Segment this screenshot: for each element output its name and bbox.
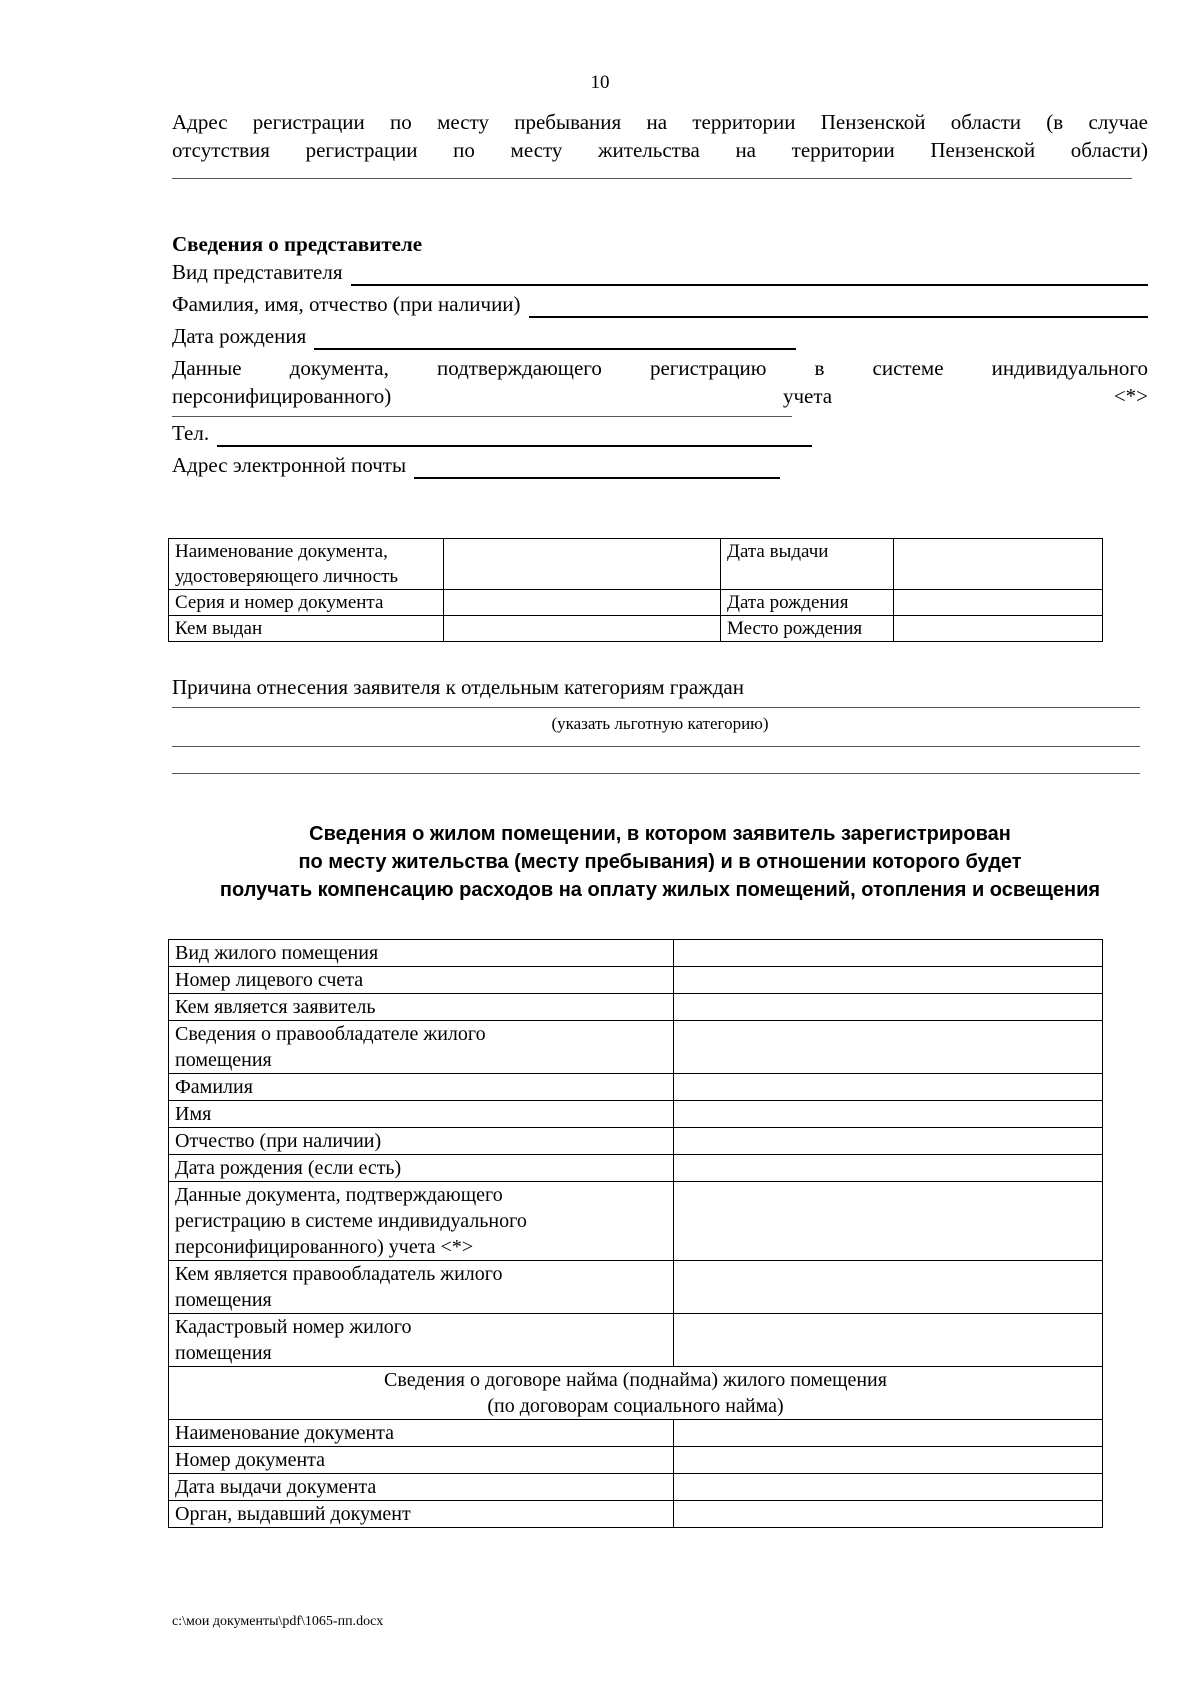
temp-address-line1: Адрес регистрации по месту пребывания на территории Пензенской области (в случае — [172, 110, 1148, 134]
table-row — [169, 940, 1103, 967]
table-row — [169, 1128, 1103, 1155]
housing-row-value[interactable] — [674, 1182, 1103, 1261]
housing-row-label: Имя — [169, 1101, 674, 1128]
table-row — [169, 1155, 1103, 1182]
contract-heading-line2: (по договорам социального найма) — [487, 1395, 784, 1417]
housing-row-value[interactable] — [674, 940, 1103, 967]
category-blank-line-1[interactable] — [172, 707, 1140, 708]
housing-heading-line3: получать компенсацию расходов на оплату жилых помещений, отопления и освещения — [219, 879, 1101, 901]
id-document-table — [168, 538, 1103, 642]
contract-row-label: Орган, выдавший документ — [169, 1501, 674, 1528]
id-birth-place-value[interactable] — [894, 616, 1103, 642]
contract-row-label: Наименование документа — [169, 1420, 674, 1447]
representative-heading: Сведения о представителе — [172, 232, 423, 256]
id-doc-name-label: Наименование документа, удостоверяющего личность — [169, 539, 444, 590]
housing-row-label: Кадастровый номер жилого помещения — [169, 1314, 674, 1367]
temp-address-section — [172, 108, 1148, 179]
footer-file-path: c:\мои документы\pdf\1065-пп.docx — [172, 1614, 384, 1629]
rep-snils-line2b: учета — [782, 384, 833, 408]
id-birth-date-label: Дата рождения — [721, 590, 894, 616]
housing-row-value[interactable] — [674, 1155, 1103, 1182]
temp-address-blank-line[interactable] — [172, 178, 1132, 179]
id-series-value[interactable] — [444, 590, 721, 616]
housing-row-value[interactable] — [674, 1101, 1103, 1128]
table-row — [169, 1101, 1103, 1128]
housing-row-label: Кем является заявитель — [169, 994, 674, 1021]
table-row — [169, 1261, 1103, 1314]
table-row — [169, 1367, 1103, 1420]
category-section — [172, 673, 1148, 774]
category-blank-line-2[interactable] — [172, 746, 1140, 747]
table-row — [169, 1021, 1103, 1074]
housing-row-value[interactable] — [674, 1021, 1103, 1074]
housing-row-label: Сведения о правообладателе жилого помещения — [169, 1021, 674, 1074]
rep-email-input-line[interactable] — [414, 457, 780, 479]
rep-snils-line1: Данные документа, подтверждающего регистрацию в системе индивидуального — [172, 356, 1148, 380]
id-issue-date-value[interactable] — [894, 539, 1103, 590]
rep-name-field — [172, 286, 1148, 318]
rep-phone-field — [172, 415, 1148, 447]
housing-row-label: Дата рождения (если есть) — [169, 1155, 674, 1182]
housing-row-label: Номер лицевого счета — [169, 967, 674, 994]
housing-heading — [172, 820, 1148, 904]
contract-row-label: Дата выдачи документа — [169, 1474, 674, 1501]
contract-heading-line1: Сведения о договоре найма (поднайма) жилого помещения — [384, 1369, 887, 1391]
rep-birth-label: Дата рождения — [172, 324, 307, 348]
housing-row-value[interactable] — [674, 1074, 1103, 1101]
table-row — [169, 539, 1103, 590]
housing-row-value[interactable] — [674, 1128, 1103, 1155]
housing-row-label: Фамилия — [169, 1074, 674, 1101]
rep-email-label: Адрес электронной почты — [172, 453, 407, 477]
housing-row-label: Данные документа, подтверждающего регистрацию в системе индивидуального персонифицированного) учета <*> — [169, 1182, 674, 1261]
rep-phone-input-line[interactable] — [217, 425, 812, 447]
rep-snils-line2c: <*> — [1113, 384, 1148, 408]
contract-row-value[interactable] — [674, 1474, 1103, 1501]
table-row — [169, 590, 1103, 616]
table-row — [169, 1501, 1103, 1528]
rep-name-label: Фамилия, имя, отчество (при наличии) — [172, 292, 521, 316]
id-birth-date-value[interactable] — [894, 590, 1103, 616]
table-row — [169, 1447, 1103, 1474]
housing-table — [168, 939, 1103, 1528]
contract-row-value[interactable] — [674, 1420, 1103, 1447]
rep-snils-line2 — [172, 382, 1148, 410]
temp-address-line2: отсутствия регистрации по месту жительства на территории Пензенской области) — [172, 138, 1148, 162]
page-number: 10 — [590, 72, 610, 93]
id-issue-date-label: Дата выдачи — [721, 539, 894, 590]
id-doc-name-value[interactable] — [444, 539, 721, 590]
table-row — [169, 1074, 1103, 1101]
rep-type-label: Вид представителя — [172, 260, 343, 284]
contract-row-value[interactable] — [674, 1501, 1103, 1528]
housing-row-value[interactable] — [674, 994, 1103, 1021]
table-row — [169, 1182, 1103, 1261]
id-series-label: Серия и номер документа — [169, 590, 444, 616]
rep-phone-label: Тел. — [172, 421, 210, 445]
contract-row-value[interactable] — [674, 1447, 1103, 1474]
table-row — [169, 1474, 1103, 1501]
contract-row-label: Номер документа — [169, 1447, 674, 1474]
housing-heading-line1: Сведения о жилом помещении, в котором заявитель зарегистрирован — [309, 823, 1011, 845]
housing-row-label: Кем является правообладатель жилого помещения — [169, 1261, 674, 1314]
rep-snils-line2a: персонифицированного) — [172, 384, 392, 408]
contract-heading — [169, 1367, 1103, 1420]
id-issuer-label: Кем выдан — [169, 616, 444, 642]
id-issuer-value[interactable] — [444, 616, 721, 642]
housing-row-label: Отчество (при наличии) — [169, 1128, 674, 1155]
category-hint: (указать льготную категорию) — [551, 714, 769, 733]
rep-name-input-line[interactable] — [529, 296, 1148, 318]
housing-row-value[interactable] — [674, 1314, 1103, 1367]
housing-row-value[interactable] — [674, 1261, 1103, 1314]
category-label: Причина отнесения заявителя к отдельным категориям граждан — [172, 675, 744, 699]
table-row — [169, 1420, 1103, 1447]
rep-birth-input-line[interactable] — [314, 328, 796, 350]
rep-email-field — [172, 447, 1148, 479]
id-birth-place-label: Место рождения — [721, 616, 894, 642]
category-blank-line-3[interactable] — [172, 773, 1140, 774]
housing-row-value[interactable] — [674, 967, 1103, 994]
rep-type-input-line[interactable] — [351, 264, 1148, 286]
table-row — [169, 616, 1103, 642]
rep-birth-field — [172, 318, 1148, 350]
rep-type-field — [172, 254, 1148, 286]
housing-row-label: Вид жилого помещения — [169, 940, 674, 967]
table-row — [169, 967, 1103, 994]
table-row — [169, 994, 1103, 1021]
representative-section — [172, 230, 1148, 479]
table-row — [169, 1314, 1103, 1367]
housing-heading-line2: по месту жительства (месту пребывания) и в отношении которого будет — [298, 851, 1022, 873]
